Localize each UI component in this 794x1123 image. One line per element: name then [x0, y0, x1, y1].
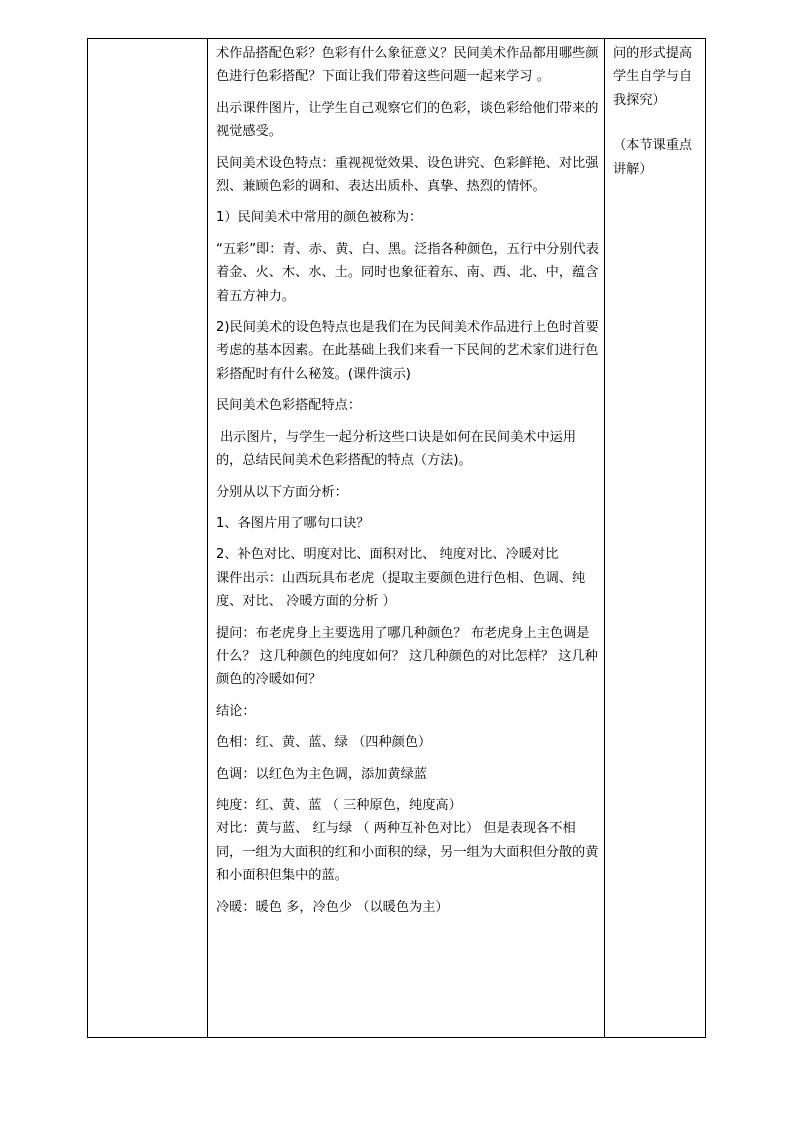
paragraph-show-images: 出示课件图片，让学生自己观察它们的色彩，谈色彩给他们带来的视觉感受。 [216, 100, 599, 140]
paragraph-five-colors: “五彩”即：青、赤、黄、白、黑。泛指各种颜色，五行中分别代表着金、火、木、水、土。同时也象征着东、南、西、北、中，蕴含着五方神力。 [216, 241, 599, 304]
notes-column-cell [605, 39, 706, 1038]
paragraph-question-2: 2、补色对比、明度对比、面积对比、 纯度对比、冷暖对比 [216, 547, 559, 563]
paragraph-conclusion: 结论： [216, 703, 256, 719]
paragraph-warm-cool: 冷暖：暖色 多，冷色少 （以暖色为主） [216, 899, 449, 915]
side-note-key-point: （本节课重点讲解） [613, 138, 693, 177]
paragraph-point-1: 1）民间美术中常用的颜色被称为： [216, 210, 423, 226]
lesson-plan-table [87, 38, 706, 1038]
paragraph-tone: 色调：以红色为主色调，添加黄绿蓝 [216, 766, 427, 782]
paragraph-purity: 纯度：红、黄、蓝 （ 三种原色，纯度高） [216, 797, 462, 813]
paragraph-coloring-features: 民间美术设色特点：重视视觉效果、设色讲究、色彩鲜艳、对比强烈、兼顾色彩的调和、表达出质朴、真挚、热烈的情怀。 [216, 155, 599, 195]
paragraph-question-1: 1、各图片用了哪句口诀？ [216, 515, 370, 531]
paragraph-analyze-images: 出示图片，与学生一起分析这些口诀是如何在民间美术中运用的，总结民间美术色彩搭配的特点（方法)。 [216, 429, 577, 469]
table-row [88, 39, 706, 1038]
paragraph-contrast: 对比：黄与蓝、 红与绿 （ 两种互补色对比） 但是表现各不相同，一组为大面积的红和小面积的绿，另一组为大面积但分散的黄和小面积但集中的蓝。 [216, 821, 599, 884]
side-notes [605, 39, 705, 181]
content-column-cell [208, 39, 605, 1038]
paragraph-intro-questions: 术作品搭配色彩？色彩有什么象征意义？民间美术作品都用哪些颜色进行色彩搭配？下面让我们带着这些问题一起来学习 。 [216, 46, 599, 85]
paragraph-point-2: 2)民间美术的设色特点也是我们在为民间美术作品进行上色时首要考虑的基本因素。在此基础上我们来看一下民间的艺术家们进行色彩搭配时有什么秘笈。(课件演示) [216, 320, 599, 382]
paragraph-analysis-aspects: 分别从以下方面分析： [216, 484, 348, 500]
paragraph-matching-features: 民间美术色彩搭配特点： [216, 398, 362, 414]
side-note-self-study: 问的形式提高学生自学与自我探究） [613, 46, 693, 108]
paragraph-hue: 色相：红、黄、蓝、绿 （四种颜色） [216, 735, 432, 751]
lesson-content [208, 39, 604, 919]
paragraph-questions-tiger: 提问：布老虎身上主要选用了哪几种颜色？ 布老虎身上主色调是什么？ 这几种颜色的纯度如何？ 这几种颜色的对比怎样？ 这几种颜色的冷暖如何？ [216, 625, 598, 688]
paragraph-courseware-tiger: 课件出示：山西玩具布老虎（提取主要颜色进行色相、色调、纯度、对比、 冷暖方面的分析 ） [216, 570, 586, 610]
left-column-cell [88, 39, 208, 1038]
